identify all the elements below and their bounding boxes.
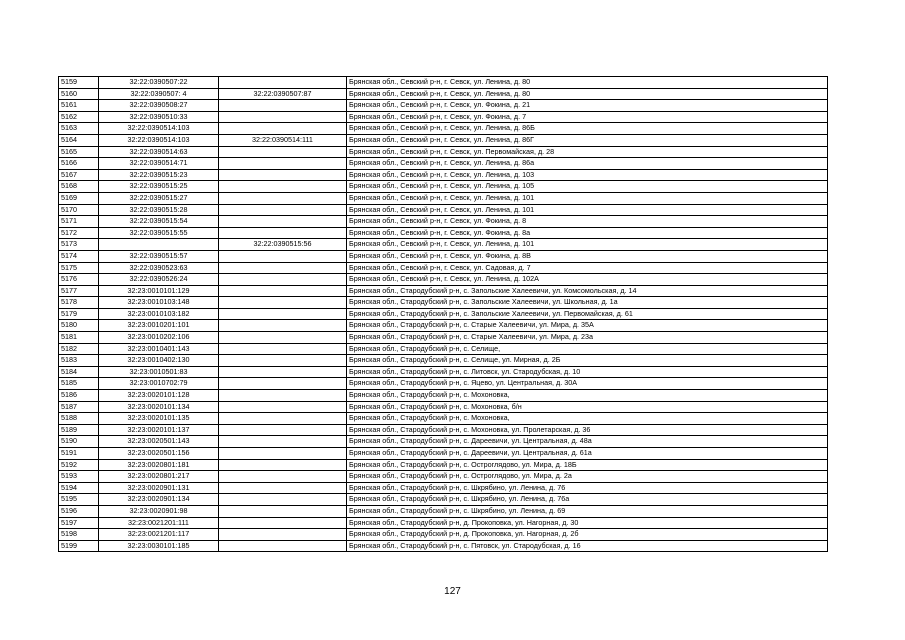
address-cell: Брянская обл., Стародубский р-н, с. Запольские Халеевичи, ул. Комсомольская, д. 14 bbox=[347, 285, 828, 297]
address-cell: Брянская обл., Севский р-н, г. Севск, ул. Ленина, д. 105 bbox=[347, 181, 828, 193]
address-cell: Брянская обл., Стародубский р-н, с. Запольские Халеевичи, ул. Первомайская, д. 61 bbox=[347, 308, 828, 320]
related-cadastral-number-cell bbox=[219, 505, 347, 517]
cadastral-number-cell: 32:23:0010201:101 bbox=[99, 320, 219, 332]
related-cadastral-number-cell bbox=[219, 146, 347, 158]
table-row bbox=[59, 355, 828, 367]
row-number-cell: 5177 bbox=[59, 285, 99, 297]
cadastral-number-cell: 32:23:0010402:130 bbox=[99, 355, 219, 367]
related-cadastral-number-cell bbox=[219, 216, 347, 228]
cadastral-number-cell: 32:23:0020901:131 bbox=[99, 482, 219, 494]
cadastral-number-cell: 32:22:0390515:28 bbox=[99, 204, 219, 216]
related-cadastral-number-cell bbox=[219, 250, 347, 262]
related-cadastral-number-cell bbox=[219, 517, 347, 529]
cadastral-number-cell: 32:22:0390515:27 bbox=[99, 192, 219, 204]
address-cell: Брянская обл., Севский р-н, г. Севск, ул. Ленина, д. 101 bbox=[347, 192, 828, 204]
row-number-cell: 5172 bbox=[59, 227, 99, 239]
related-cadastral-number-cell bbox=[219, 448, 347, 460]
related-cadastral-number-cell bbox=[219, 204, 347, 216]
cadastral-number-cell: 32:22:0390515:54 bbox=[99, 216, 219, 228]
address-cell: Брянская обл., Севский р-н, г. Севск, ул. Ленина, д. 86Г bbox=[347, 134, 828, 146]
related-cadastral-number-cell bbox=[219, 401, 347, 413]
related-cadastral-number-cell bbox=[219, 111, 347, 123]
related-cadastral-number-cell bbox=[219, 332, 347, 344]
row-number-cell: 5186 bbox=[59, 390, 99, 402]
related-cadastral-number-cell bbox=[219, 436, 347, 448]
address-cell: Брянская обл., Севский р-н, г. Севск, ул. Ленина, д. 102А bbox=[347, 274, 828, 286]
row-number-cell: 5169 bbox=[59, 192, 99, 204]
cadastral-number-cell: 32:22:0390515:23 bbox=[99, 169, 219, 181]
row-number-cell: 5178 bbox=[59, 297, 99, 309]
table-row bbox=[59, 169, 828, 181]
row-number-cell: 5195 bbox=[59, 494, 99, 506]
related-cadastral-number-cell bbox=[219, 378, 347, 390]
table-row bbox=[59, 158, 828, 170]
cadastral-number-cell: 32:22:0390515:57 bbox=[99, 250, 219, 262]
cadastral-number-cell: 32:22:0390514:71 bbox=[99, 158, 219, 170]
address-cell: Брянская обл., Севский р-н, г. Севск, ул. Садовая, д. 7 bbox=[347, 262, 828, 274]
row-number-cell: 5170 bbox=[59, 204, 99, 216]
address-cell: Брянская обл., Севский р-н, г. Севск, ул. Фокина, д. 8а bbox=[347, 227, 828, 239]
row-number-cell: 5167 bbox=[59, 169, 99, 181]
related-cadastral-number-cell bbox=[219, 482, 347, 494]
address-cell: Брянская обл., Севский р-н, г. Севск, ул. Ленина, д. 101 bbox=[347, 204, 828, 216]
cadastral-number-cell: 32:22:0390514:63 bbox=[99, 146, 219, 158]
row-number-cell: 5188 bbox=[59, 413, 99, 425]
row-number-cell: 5193 bbox=[59, 471, 99, 483]
cadastral-number-cell: 32:23:0021201:111 bbox=[99, 517, 219, 529]
cadastral-number-cell: 32:22:0390523:63 bbox=[99, 262, 219, 274]
cadastral-number-cell: 32:23:0020801:217 bbox=[99, 471, 219, 483]
row-number-cell: 5159 bbox=[59, 77, 99, 89]
related-cadastral-number-cell bbox=[219, 274, 347, 286]
related-cadastral-number-cell bbox=[219, 169, 347, 181]
table-row bbox=[59, 320, 828, 332]
table-row bbox=[59, 378, 828, 390]
related-cadastral-number-cell bbox=[219, 297, 347, 309]
row-number-cell: 5164 bbox=[59, 134, 99, 146]
address-cell: Брянская обл., Стародубский р-н, с. Литовск, ул. Стародубская, д. 10 bbox=[347, 366, 828, 378]
related-cadastral-number-cell bbox=[219, 366, 347, 378]
address-cell: Брянская обл., Севский р-н, г. Севск, ул. Фокина, д. 21 bbox=[347, 100, 828, 112]
row-number-cell: 5173 bbox=[59, 239, 99, 251]
cadastral-number-cell: 32:23:0010103:182 bbox=[99, 308, 219, 320]
table-row bbox=[59, 448, 828, 460]
table-row bbox=[59, 517, 828, 529]
cadastral-number-cell: 32:23:0020101:137 bbox=[99, 424, 219, 436]
cadastral-number-cell: 32:22:0390514:103 bbox=[99, 123, 219, 135]
address-cell: Брянская обл., Стародубский р-н, д. Прокоповка, ул. Нагорная, д. 30 bbox=[347, 517, 828, 529]
row-number-cell: 5181 bbox=[59, 332, 99, 344]
row-number-cell: 5192 bbox=[59, 459, 99, 471]
row-number-cell: 5174 bbox=[59, 250, 99, 262]
table-row bbox=[59, 343, 828, 355]
address-cell: Брянская обл., Севский р-н, г. Севск, ул. Первомайская, д. 28 bbox=[347, 146, 828, 158]
row-number-cell: 5180 bbox=[59, 320, 99, 332]
table-row bbox=[59, 390, 828, 402]
address-cell: Брянская обл., Стародубский р-н, с. Мохоновка, bbox=[347, 390, 828, 402]
cadastral-number-cell: 32:23:0010202:106 bbox=[99, 332, 219, 344]
related-cadastral-number-cell bbox=[219, 158, 347, 170]
row-number-cell: 5190 bbox=[59, 436, 99, 448]
table-row bbox=[59, 436, 828, 448]
table-row bbox=[59, 77, 828, 89]
table-row bbox=[59, 285, 828, 297]
related-cadastral-number-cell: 32:22:0390507:87 bbox=[219, 88, 347, 100]
table-row bbox=[59, 471, 828, 483]
address-cell: Брянская обл., Севский р-н, г. Севск, ул. Ленина, д. 80 bbox=[347, 88, 828, 100]
related-cadastral-number-cell bbox=[219, 227, 347, 239]
table-row bbox=[59, 239, 828, 251]
cadastral-number-cell: 32:23:0020901:98 bbox=[99, 505, 219, 517]
row-number-cell: 5162 bbox=[59, 111, 99, 123]
row-number-cell: 5166 bbox=[59, 158, 99, 170]
row-number-cell: 5199 bbox=[59, 540, 99, 552]
cadastral-number-cell: 32:23:0020501:156 bbox=[99, 448, 219, 460]
row-number-cell: 5161 bbox=[59, 100, 99, 112]
table-row bbox=[59, 111, 828, 123]
address-cell: Брянская обл., Стародубский р-н, с. Запольские Халеевичи, ул. Школьная, д. 1а bbox=[347, 297, 828, 309]
table-row bbox=[59, 459, 828, 471]
related-cadastral-number-cell bbox=[219, 285, 347, 297]
table-row bbox=[59, 482, 828, 494]
table-row bbox=[59, 540, 828, 552]
table-row bbox=[59, 88, 828, 100]
address-cell: Брянская обл., Стародубский р-н, с. Шкрябино, ул. Ленина, д. 69 bbox=[347, 505, 828, 517]
address-cell: Брянская обл., Стародубский р-н, с. Мохоновка, ул. Пролетарская, д. 36 bbox=[347, 424, 828, 436]
table-row bbox=[59, 401, 828, 413]
related-cadastral-number-cell bbox=[219, 355, 347, 367]
cadastral-number-cell: 32:22:0390515:25 bbox=[99, 181, 219, 193]
cadastral-number-cell: 32:23:0010103:148 bbox=[99, 297, 219, 309]
cadastral-number-cell: 32:22:0390507: 4 bbox=[99, 88, 219, 100]
cadastral-number-cell: 32:23:0010101:129 bbox=[99, 285, 219, 297]
table-row bbox=[59, 529, 828, 541]
row-number-cell: 5198 bbox=[59, 529, 99, 541]
table-row bbox=[59, 274, 828, 286]
cadastral-number-cell: 32:23:0030101:185 bbox=[99, 540, 219, 552]
table-row bbox=[59, 494, 828, 506]
cadastral-number-cell: 32:23:0020101:134 bbox=[99, 401, 219, 413]
cadastral-number-cell: 32:23:0020101:128 bbox=[99, 390, 219, 402]
cadastral-number-cell: 32:22:0390526:24 bbox=[99, 274, 219, 286]
cadastral-number-cell: 32:23:0021201:117 bbox=[99, 529, 219, 541]
related-cadastral-number-cell bbox=[219, 181, 347, 193]
related-cadastral-number-cell bbox=[219, 471, 347, 483]
cadastral-number-cell: 32:23:0020501:143 bbox=[99, 436, 219, 448]
table-row bbox=[59, 366, 828, 378]
cadastral-number-cell: 32:22:0390508:27 bbox=[99, 100, 219, 112]
table-row bbox=[59, 505, 828, 517]
address-cell: Брянская обл., Севский р-н, г. Севск, ул. Ленина, д. 80 bbox=[347, 77, 828, 89]
registry-table-body bbox=[59, 77, 828, 552]
table-row bbox=[59, 332, 828, 344]
row-number-cell: 5197 bbox=[59, 517, 99, 529]
cadastral-number-cell: 32:22:0390507:22 bbox=[99, 77, 219, 89]
cadastral-number-cell: 32:23:0010501:83 bbox=[99, 366, 219, 378]
related-cadastral-number-cell bbox=[219, 308, 347, 320]
row-number-cell: 5182 bbox=[59, 343, 99, 355]
row-number-cell: 5175 bbox=[59, 262, 99, 274]
row-number-cell: 5179 bbox=[59, 308, 99, 320]
address-cell: Брянская обл., Севский р-н, г. Севск, ул. Ленина, д. 103 bbox=[347, 169, 828, 181]
related-cadastral-number-cell bbox=[219, 262, 347, 274]
related-cadastral-number-cell bbox=[219, 123, 347, 135]
address-cell: Брянская обл., Стародубский р-н, с. Селище, bbox=[347, 343, 828, 355]
related-cadastral-number-cell bbox=[219, 192, 347, 204]
related-cadastral-number-cell bbox=[219, 424, 347, 436]
row-number-cell: 5196 bbox=[59, 505, 99, 517]
related-cadastral-number-cell bbox=[219, 459, 347, 471]
address-cell: Брянская обл., Стародубский р-н, с. Яцево, ул. Центральная, д. 30А bbox=[347, 378, 828, 390]
related-cadastral-number-cell bbox=[219, 343, 347, 355]
row-number-cell: 5183 bbox=[59, 355, 99, 367]
row-number-cell: 5185 bbox=[59, 378, 99, 390]
page-number: 127 bbox=[444, 586, 461, 597]
address-cell: Брянская обл., Стародубский р-н, с. Старые Халеевичи, ул. Мира, д. 35А bbox=[347, 320, 828, 332]
address-cell: Брянская обл., Стародубский р-н, с. Мохоновка, б/н bbox=[347, 401, 828, 413]
row-number-cell: 5184 bbox=[59, 366, 99, 378]
cadastral-number-cell: 32:23:0020901:134 bbox=[99, 494, 219, 506]
row-number-cell: 5191 bbox=[59, 448, 99, 460]
row-number-cell: 5187 bbox=[59, 401, 99, 413]
related-cadastral-number-cell bbox=[219, 413, 347, 425]
address-cell: Брянская обл., Стародубский р-н, с. Шкрябино, ул. Ленина, д. 76 bbox=[347, 482, 828, 494]
table-row bbox=[59, 134, 828, 146]
address-cell: Брянская обл., Севский р-н, г. Севск, ул. Ленина, д. 86Б bbox=[347, 123, 828, 135]
property-registry-table bbox=[58, 76, 828, 552]
table-row bbox=[59, 216, 828, 228]
address-cell: Брянская обл., Стародубский р-н, с. Шкрябино, ул. Ленина, д. 76а bbox=[347, 494, 828, 506]
address-cell: Брянская обл., Севский р-н, г. Севск, ул. Фокина, д. 8В bbox=[347, 250, 828, 262]
table-row bbox=[59, 123, 828, 135]
table-row bbox=[59, 181, 828, 193]
address-cell: Брянская обл., Стародубский р-н, с. Старые Халеевичи, ул. Мира, д. 23а bbox=[347, 332, 828, 344]
related-cadastral-number-cell bbox=[219, 100, 347, 112]
address-cell: Брянская обл., Стародубский р-н, с. Мохоновка, bbox=[347, 413, 828, 425]
table-row bbox=[59, 250, 828, 262]
address-cell: Брянская обл., Стародубский р-н, с. Дареевичи, ул. Центральная, д. 48а bbox=[347, 436, 828, 448]
address-cell: Брянская обл., Стародубский р-н, с. Остроглядово, ул. Мира, д. 18Б bbox=[347, 459, 828, 471]
cadastral-number-cell: 32:22:0390510:33 bbox=[99, 111, 219, 123]
related-cadastral-number-cell bbox=[219, 540, 347, 552]
related-cadastral-number-cell bbox=[219, 320, 347, 332]
address-cell: Брянская обл., Стародубский р-н, с. Селище, ул. Мирная, д. 2Б bbox=[347, 355, 828, 367]
table-row bbox=[59, 413, 828, 425]
table-row bbox=[59, 227, 828, 239]
row-number-cell: 5163 bbox=[59, 123, 99, 135]
row-number-cell: 5160 bbox=[59, 88, 99, 100]
related-cadastral-number-cell bbox=[219, 529, 347, 541]
address-cell: Брянская обл., Севский р-н, г. Севск, ул. Фокина, д. 8 bbox=[347, 216, 828, 228]
related-cadastral-number-cell: 32:22:0390514:111 bbox=[219, 134, 347, 146]
related-cadastral-number-cell: 32:22:0390515:56 bbox=[219, 239, 347, 251]
cadastral-number-cell: 32:23:0010702:79 bbox=[99, 378, 219, 390]
related-cadastral-number-cell bbox=[219, 77, 347, 89]
cadastral-number-cell: 32:22:0390515:55 bbox=[99, 227, 219, 239]
address-cell: Брянская обл., Стародубский р-н, с. Дареевичи, ул. Центральная, д. 61а bbox=[347, 448, 828, 460]
table-row bbox=[59, 297, 828, 309]
table-row bbox=[59, 424, 828, 436]
row-number-cell: 5171 bbox=[59, 216, 99, 228]
cadastral-number-cell: 32:22:0390514:103 bbox=[99, 134, 219, 146]
related-cadastral-number-cell bbox=[219, 390, 347, 402]
row-number-cell: 5189 bbox=[59, 424, 99, 436]
address-cell: Брянская обл., Севский р-н, г. Севск, ул. Фокина, д. 7 bbox=[347, 111, 828, 123]
cadastral-number-cell bbox=[99, 239, 219, 251]
row-number-cell: 5194 bbox=[59, 482, 99, 494]
cadastral-number-cell: 32:23:0010401:143 bbox=[99, 343, 219, 355]
table-row bbox=[59, 100, 828, 112]
table-row bbox=[59, 204, 828, 216]
related-cadastral-number-cell bbox=[219, 494, 347, 506]
address-cell: Брянская обл., Севский р-н, г. Севск, ул. Ленина, д. 101 bbox=[347, 239, 828, 251]
table-row bbox=[59, 192, 828, 204]
table-row bbox=[59, 308, 828, 320]
cadastral-number-cell: 32:23:0020101:135 bbox=[99, 413, 219, 425]
address-cell: Брянская обл., Севский р-н, г. Севск, ул. Ленина, д. 86а bbox=[347, 158, 828, 170]
row-number-cell: 5168 bbox=[59, 181, 99, 193]
table-row bbox=[59, 262, 828, 274]
table-row bbox=[59, 146, 828, 158]
address-cell: Брянская обл., Стародубский р-н, д. Прокоповка, ул. Нагорная, д. 2б bbox=[347, 529, 828, 541]
address-cell: Брянская обл., Стародубский р-н, с. Остроглядово, ул. Мира, д. 2а bbox=[347, 471, 828, 483]
address-cell: Брянская обл., Стародубский р-н, с. Пятовск, ул. Стародубская, д. 16 bbox=[347, 540, 828, 552]
row-number-cell: 5176 bbox=[59, 274, 99, 286]
row-number-cell: 5165 bbox=[59, 146, 99, 158]
cadastral-number-cell: 32:23:0020801:181 bbox=[99, 459, 219, 471]
